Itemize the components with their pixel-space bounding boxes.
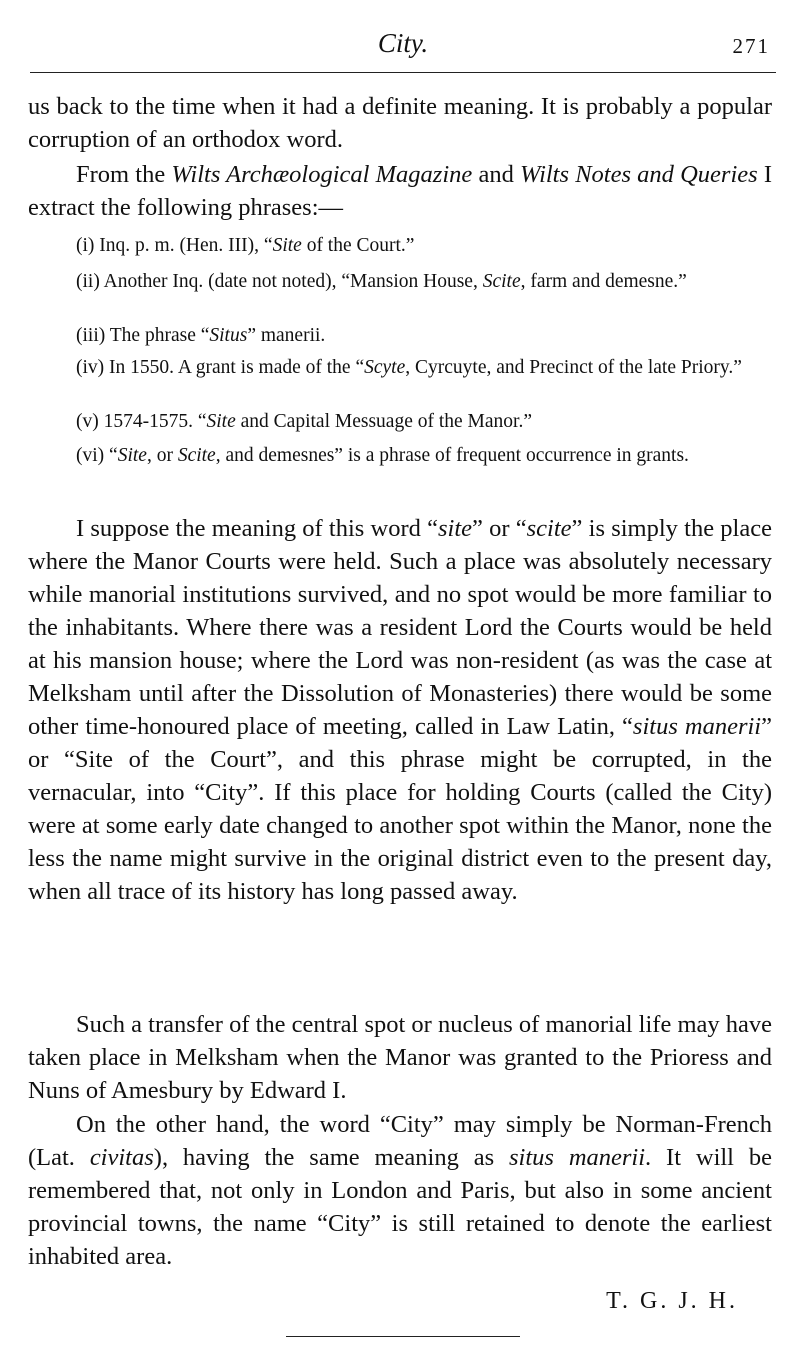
source-wilts-archaeological-magazine: Wilts Archæological Magazine [171, 161, 473, 188]
paragraph-meaning: I suppose the meaning of this word “site” or “scite” is simply the place where the Manor Courts were held. Such a place was absolutely necessary while manorial institutions survived, and no spot would be more familiar to the inhabitants. Where there was a resident Lord the Courts would be held at his mansion house; where the Lord was non-resident (as was the case at Melksham until after the Dissolution of Monasteries) there would be some other time-honoured place of meeting, called in Law Latin, “situs manerii” or “Site of the Court”, and this phrase might be corrupted, in the vernacular, into “City”. If this place for holding Courts (called the City) were at some early date changed to another spot within the Manor, none the less the name might survive in the original district even to the present day, when all trace of its history has long passed away. [28, 515, 772, 905]
paragraph-transfer: Such a transfer of the central spot or nucleus of manorial life may have taken place in Melksham when the Manor was granted to the Prioress and Nuns of Amesbury by Edward I. [28, 1011, 772, 1104]
list-item-v: (v) 1574-1575. “Site and Capital Messuage of the Manor.” [76, 411, 532, 432]
list-item-iii: (iii) The phrase “Situs” manerii. [76, 325, 326, 346]
list-item-vi: (vi) “Site, or Scite, and demesnes” is a phrase of frequent occurrence in grants. [76, 445, 689, 466]
running-title: City. [377, 28, 429, 58]
running-header [30, 22, 776, 73]
paragraph-norman-french: On the other hand, the word “City” may simply be Norman-French (Lat. civitas), having the same meaning as situs manerii. It will be remembered that, not only in London and Paris, but also in some ancient provincial towns, the name “City” is still retained to denote the earliest inhabited area. [28, 1111, 772, 1270]
list-item-iv: (iv) In 1550. A grant is made of the “Scyte, Cyrcuyte, and Precinct of the late Priory.” [76, 357, 742, 378]
paragraph-continuation: us back to the time when it had a definite meaning. It is probably a popular corruption of an orthodox word. [28, 93, 772, 153]
list-item-ii: (ii) Another Inq. (date not noted), “Mansion House, Scite, farm and demesne.” [76, 271, 687, 292]
author-initials: T. G. J. H. [606, 1288, 738, 1314]
list-item-i: (i) Inq. p. m. (Hen. III), “Site of the Court.” [76, 235, 415, 256]
page-number: 271 [732, 34, 770, 58]
paragraph-sources: From the Wilts Archæological Magazine and Wilts Notes and Queries I extract the following phrases:— [28, 161, 773, 221]
end-rule [286, 1336, 520, 1337]
source-wilts-notes-and-queries: Wilts Notes and Queries [520, 161, 758, 188]
